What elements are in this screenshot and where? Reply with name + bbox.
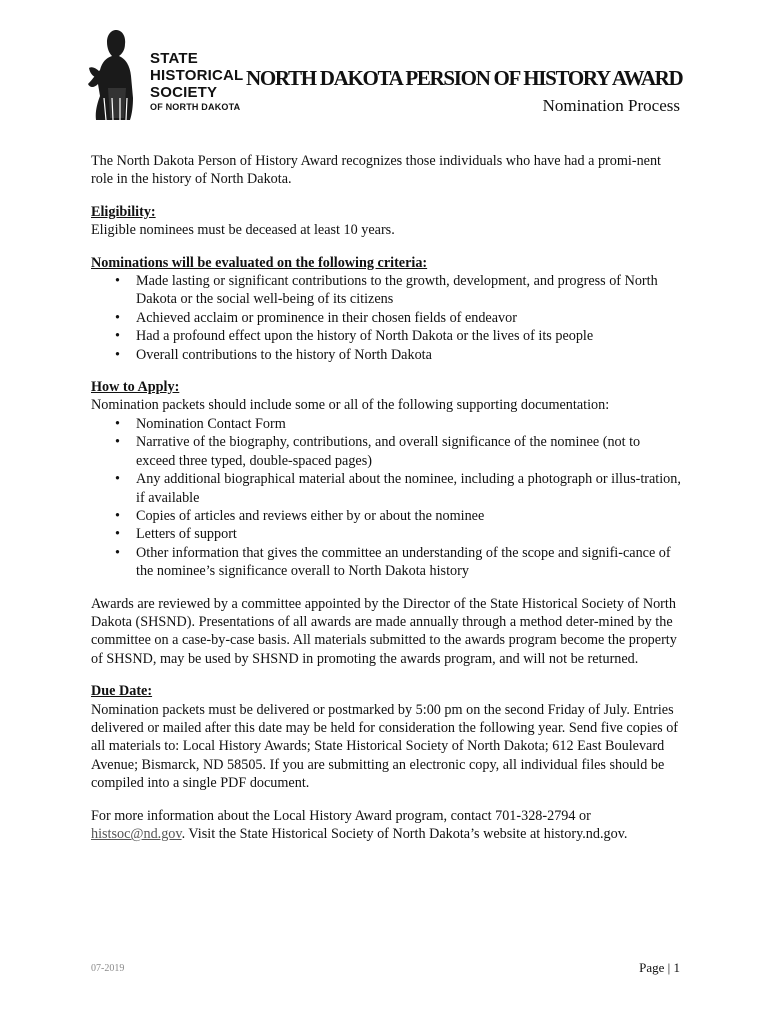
logo-line-state: STATE xyxy=(150,50,198,67)
due-date-text: Nomination packets must be delivered or postmarked by 5:00 pm on the second Friday of July. Entries delivered or mailed after this date may be held for consideration the following year. Send five copies of all materials to: Local History Awards; State Historical Society of North Dakota; 612 East Boulevard Avenue; Bismarck, ND 58505. If you are submitting an electronic copy, all individual files should be compiled into a single PDF document. xyxy=(91,701,679,792)
page-number: Page | 1 xyxy=(639,960,680,975)
footer-revision-code: 07-2019 xyxy=(91,963,125,974)
eligibility-heading: Eligibility: xyxy=(91,203,156,220)
logo-line-historical: HISTORICAL xyxy=(150,67,244,84)
list-item: • Copies of articles and reviews either by or about the nominee xyxy=(115,507,485,524)
criteria-list xyxy=(91,272,683,364)
list-item: • Letters of support xyxy=(115,526,237,543)
document-body xyxy=(91,152,683,843)
document-title: NORTH DAKOTA PERSION OF HISTORY AWARD xyxy=(246,66,683,90)
list-item: • Any additional biographical material about the nominee, including a photograph or illus-tration, if available xyxy=(115,471,681,506)
list-item: • Had a profound effect upon the history of North Dakota or the lives of its people xyxy=(115,328,594,345)
intro-paragraph: The North Dakota Person of History Award recognizes those individuals who have had a promi-nent role in the history of North Dakota. xyxy=(91,153,661,188)
how-to-apply-heading: How to Apply: xyxy=(91,379,180,396)
how-to-apply-text: Nomination packets should include some or all of the following supporting documentation: xyxy=(91,397,610,414)
logo-line-of-north-dakota: OF NORTH DAKOTA xyxy=(150,102,241,112)
email-link[interactable]: histsoc@nd.gov xyxy=(91,826,182,842)
list-item: • Overall contributions to the history of North Dakota xyxy=(115,346,432,363)
list-item: • Achieved acclaim or prominence in their chosen fields of endeavor xyxy=(115,309,517,326)
statue-silhouette-icon xyxy=(86,28,148,120)
list-item: • Made lasting or significant contributions to the growth, development, and progress of North Dakota or the social well-being of its citizens xyxy=(115,273,658,308)
document-subtitle: Nomination Process xyxy=(542,96,680,115)
documentation-list xyxy=(91,415,683,581)
list-item: • Narrative of the biography, contributions, and overall significance of the nominee (not to exceed three typed, double-spaced pages) xyxy=(115,434,641,469)
eligibility-text: Eligible nominees must be deceased at least 10 years. xyxy=(91,222,395,239)
review-paragraph: Awards are reviewed by a committee appointed by the Director of the State Historical Society of North Dakota (SHSND). Presentations of all awards are made annually through a method deter-mined by the committee on a case-by-case basis. All materials submitted to the awards program become the property of SHSND, may be used by SHSND in promoting the awards program, and will not be returned. xyxy=(91,595,677,667)
due-date-heading: Due Date: xyxy=(91,683,153,700)
criteria-heading: Nominations will be evaluated on the following criteria: xyxy=(91,254,428,271)
list-item: • Other information that gives the committee an understanding of the scope and signifi-cance of the nominee’s significance overall to North Dakota history xyxy=(115,544,671,580)
contact-paragraph: For more information about the Local History Award program, contact 701-328-2794 or histsoc@nd.gov. Visit the State Historical Society of North Dakota’s website at history.nd.gov. xyxy=(91,807,628,842)
list-item: • Nomination Contact Form xyxy=(115,415,286,432)
shsnd-logo xyxy=(86,28,246,120)
logo-line-society: SOCIETY xyxy=(150,84,218,101)
